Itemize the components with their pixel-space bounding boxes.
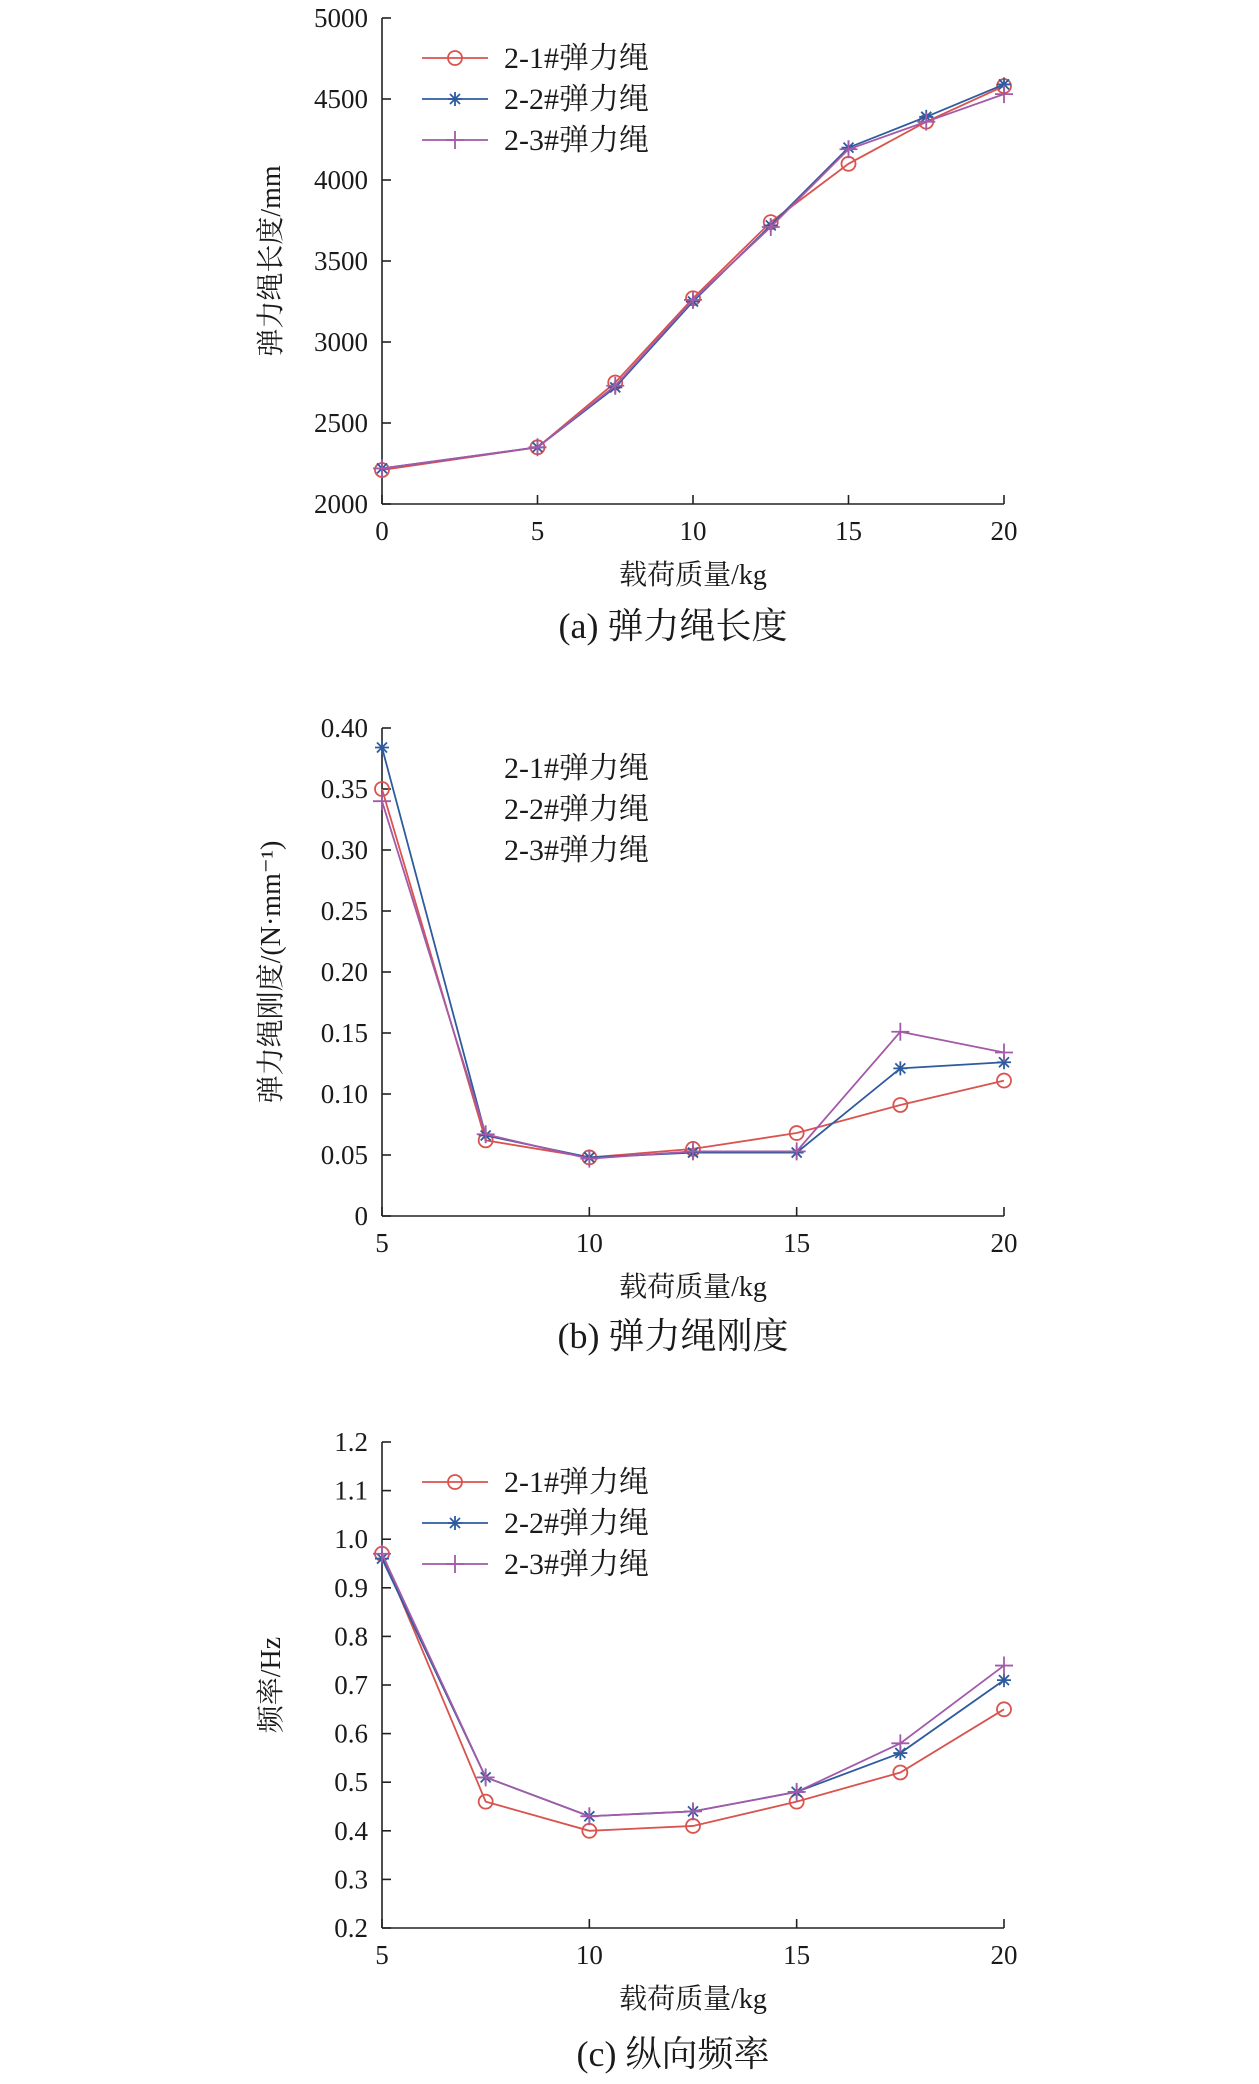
data-point (373, 1545, 391, 1563)
legend-label: 2-3#弹力绳 (504, 124, 649, 157)
data-point (684, 1802, 702, 1820)
x-tick-label: 5 (375, 1940, 389, 1970)
legend-marker (446, 131, 464, 149)
series-line-1 (382, 1554, 1004, 1831)
y-tick-label: 0.30 (320, 835, 368, 865)
data-point (375, 741, 389, 755)
x-tick-label: 10 (679, 516, 707, 546)
data-point (580, 1807, 598, 1825)
data-point (893, 1061, 907, 1075)
y-tick-label: 0.10 (320, 1079, 368, 1109)
x-axis-title: 载荷质量/kg (619, 560, 767, 591)
chart-panel-3 (255, 1427, 1018, 2074)
x-tick-label: 15 (783, 1940, 811, 1970)
y-tick-label: 3500 (314, 246, 368, 276)
x-tick-label: 15 (783, 1228, 811, 1258)
legend-marker (448, 92, 462, 106)
x-axis-title: 载荷质量/kg (619, 1272, 767, 1303)
y-tick-label: 0.40 (320, 713, 368, 743)
data-point (580, 1150, 598, 1168)
y-tick-label: 0.3 (334, 1864, 368, 1895)
legend-label: 2-2#弹力绳 (504, 793, 649, 826)
x-axis-title: 载荷质量/kg (619, 1984, 767, 2015)
data-point (995, 1657, 1013, 1675)
y-tick-label: 0.35 (320, 774, 368, 804)
x-tick-label: 10 (575, 1228, 603, 1258)
legend-label: 2-3#弹力绳 (504, 834, 649, 867)
chart-panel-1 (255, 3, 1018, 646)
y-tick-label: 3000 (314, 327, 368, 357)
y-tick-label: 0.15 (320, 1018, 368, 1048)
legend-label: 2-2#弹力绳 (504, 83, 649, 116)
legend-label: 2-2#弹力绳 (504, 1507, 649, 1540)
y-tick-label: 0.6 (334, 1718, 368, 1749)
figure-caption: (a) 弹力绳长度 (558, 606, 788, 646)
chart-panel-2 (255, 713, 1018, 1356)
y-tick-label: 4500 (314, 84, 368, 114)
legend-label: 2-1#弹力绳 (504, 1466, 649, 1499)
y-axis-title: 弹力绳刚度/(N·mm⁻¹) (256, 840, 287, 1104)
x-tick-label: 5 (375, 1228, 389, 1258)
data-point (917, 113, 935, 131)
x-tick-label: 0 (375, 516, 389, 546)
x-tick-label: 10 (575, 1940, 603, 1970)
x-tick-label: 5 (530, 516, 545, 546)
x-tick-label: 15 (835, 516, 862, 546)
y-tick-label: 0.5 (334, 1767, 368, 1798)
y-tick-label: 2500 (314, 408, 368, 438)
y-tick-label: 0.9 (334, 1572, 368, 1603)
legend-marker (448, 1516, 462, 1530)
x-tick-label: 20 (990, 516, 1018, 546)
series-line-2 (382, 84, 1004, 468)
y-tick-label: 0.05 (320, 1140, 368, 1170)
legend-label: 2-1#弹力绳 (504, 752, 649, 785)
figure-caption: (c) 纵向频率 (576, 2034, 770, 2074)
series-line-3 (382, 94, 1004, 468)
y-tick-label: 4000 (314, 165, 368, 195)
y-tick-label: 0.25 (320, 896, 368, 926)
y-tick-label: 1.1 (334, 1475, 368, 1506)
x-tick-label: 20 (990, 1940, 1018, 1970)
data-point (997, 1673, 1011, 1687)
y-tick-label: 0.8 (334, 1621, 368, 1652)
y-tick-label: 0.7 (334, 1670, 368, 1700)
y-tick-label: 0.2 (334, 1913, 368, 1943)
data-point (995, 1044, 1013, 1062)
figure-caption: (b) 弹力绳刚度 (557, 1316, 789, 1356)
x-tick-label: 20 (990, 1228, 1018, 1258)
data-point (477, 1768, 495, 1786)
legend-marker (446, 1555, 464, 1573)
y-tick-label: 1.0 (334, 1524, 368, 1555)
y-tick-label: 1.2 (334, 1427, 368, 1457)
y-tick-label: 5000 (314, 3, 368, 33)
y-tick-label: 0.4 (334, 1815, 368, 1846)
y-tick-label: 0 (354, 1201, 368, 1231)
y-axis-title: 弹力绳长度/mm (256, 165, 287, 357)
series-line-2 (382, 748, 1004, 1158)
y-axis-title: 频率/Hz (256, 1636, 287, 1734)
y-tick-label: 0.20 (320, 957, 368, 987)
y-tick-label: 2000 (314, 489, 368, 519)
legend-label: 2-1#弹力绳 (504, 42, 649, 75)
legend-label: 2-3#弹力绳 (504, 1548, 649, 1581)
series-line-1 (382, 86, 1004, 470)
